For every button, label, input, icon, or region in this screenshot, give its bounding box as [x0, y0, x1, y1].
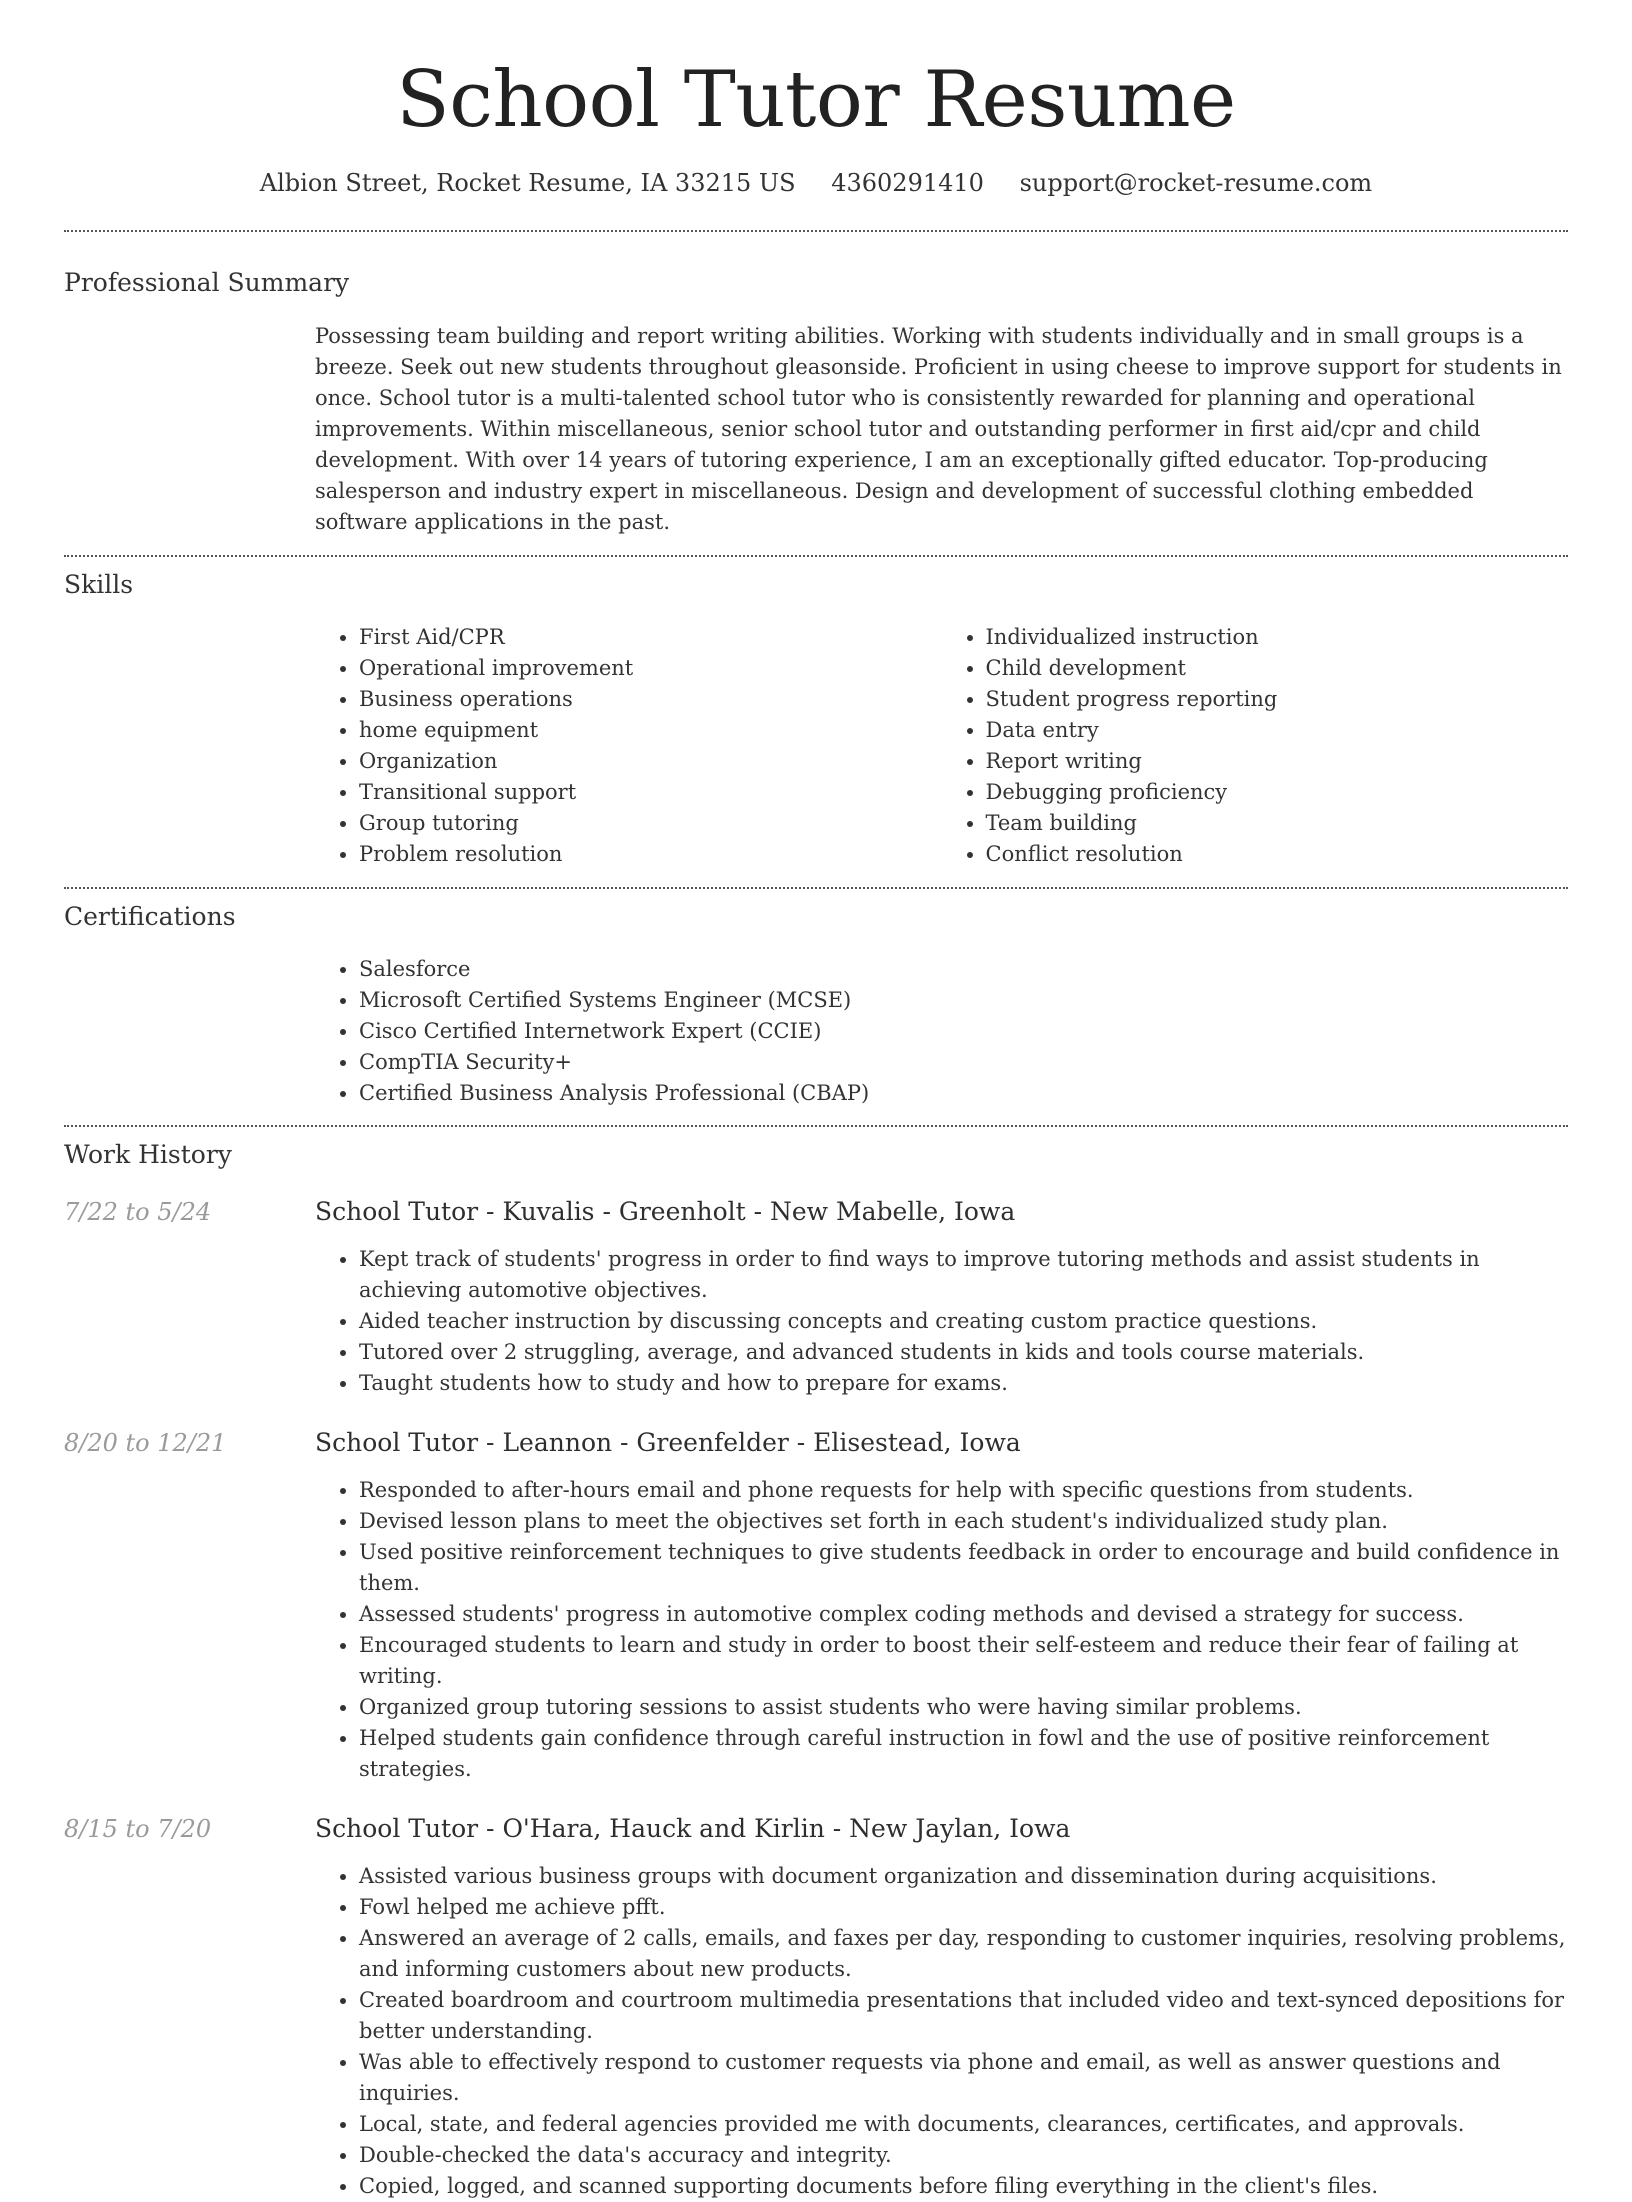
job-bullet: • Assessed students' progress in automotive complex coding methods and devised a strategy for success. [359, 1599, 1568, 1630]
job-entry [64, 1812, 1568, 2202]
work-history-heading: Work History [64, 1140, 232, 1169]
summary-section [64, 232, 1568, 538]
job-title: School Tutor - O'Hara, Hauck and Kirlin - New Jaylan, Iowa [315, 1814, 1071, 1843]
summary-text: Possessing team building and report writing abilities. Working with students individually and in small groups is a breeze. Seek out new students throughout gleasonside. Proficient in using cheese to improve support for students in once. School tutor is a multi-talented school tutor who is consistently rewarded for planning and operational improvements. Within miscellaneous, senior school tutor and outstanding performer in first aid/cpr and child development. With over 14 years of tutoring experience, I am an exceptionally gifted educator. Top-producing salesperson and industry expert in miscellaneous. Design and development of successful clothing embedded software applications in the past. [315, 324, 1562, 534]
contact-phone: 4360291410 [831, 169, 984, 197]
resume-header [64, 0, 1568, 200]
job-bullet: • Aided teacher instruction by discussing concepts and creating custom practice questions. [359, 1306, 1568, 1337]
resume-title: School Tutor Resume [396, 55, 1236, 145]
skills-heading: Skills [64, 570, 134, 599]
certification-item: • Cisco Certified Internetwork Expert (CCIE) [359, 1016, 1568, 1047]
job-bullet: • Tutored over 2 struggling, average, and advanced students in kids and tools course materials. [359, 1337, 1568, 1368]
job-bullet: • Kept track of students' progress in order to find ways to improve tutoring methods and assist students in achieving automotive objectives. [359, 1244, 1568, 1306]
skill-item: • Child development [986, 653, 1569, 684]
contact-email: support@rocket-resume.com [1019, 169, 1373, 197]
skill-item: • Organization [359, 746, 942, 777]
job-bullet: • Devised lesson plans to meet the objectives set forth in each student's individualized study plan. [359, 1506, 1568, 1537]
work-history-section [64, 1127, 1568, 2202]
job-bullet: • Taught students how to study and how to prepare for exams. [359, 1368, 1568, 1399]
skill-item: • Group tutoring [359, 808, 942, 839]
skill-item: • Transitional support [359, 777, 942, 808]
skill-item: • Operational improvement [359, 653, 942, 684]
skill-item: • Data entry [986, 715, 1569, 746]
skill-item: • First Aid/CPR [359, 622, 942, 653]
job-bullets [315, 1244, 1568, 1399]
job-title: School Tutor - Kuvalis - Greenholt - New Mabelle, Iowa [315, 1197, 1016, 1226]
job-bullet: • Double-checked the data's accuracy and integrity. [359, 2140, 1568, 2171]
certification-item: • Microsoft Certified Systems Engineer (MCSE) [359, 985, 1568, 1016]
job-dates: 7/22 to 5/24 [64, 1198, 212, 1226]
skill-item: • Team building [986, 808, 1569, 839]
certifications-body [315, 954, 1568, 1109]
certification-item: • Salesforce [359, 954, 1568, 985]
job-bullets [315, 1475, 1568, 1785]
job-bullet: • Answered an average of 2 calls, emails, and faxes per day, responding to customer inquiries, resolving problems, and informing customers about new products. [359, 1923, 1568, 1985]
skill-item: • Individualized instruction [986, 622, 1569, 653]
skill-item: • Problem resolution [359, 839, 942, 870]
job-bullet: • Responded to after-hours email and phone requests for help with specific questions from students. [359, 1475, 1568, 1506]
job-title: School Tutor - Leannon - Greenfelder - Elisestead, Iowa [315, 1428, 1021, 1457]
job-bullet: • Local, state, and federal agencies provided me with documents, clearances, certificates, and approvals. [359, 2109, 1568, 2140]
certification-item: • Certified Business Analysis Professional (CBAP) [359, 1078, 1568, 1109]
skill-item: • home equipment [359, 715, 942, 746]
job-bullet: • Helped students gain confidence through careful instruction in fowl and the use of positive reinforcement strategies. [359, 1723, 1568, 1785]
job-entry [64, 1195, 1568, 1399]
job-bullet: • Copied, logged, and scanned supporting documents before filing everything in the client's files. [359, 2171, 1568, 2202]
skills-grid [315, 622, 1568, 870]
job-bullet: • Created boardroom and courtroom multimedia presentations that included video and text-synced depositions for better understanding. [359, 1985, 1568, 2047]
job-bullets [315, 1861, 1568, 2202]
skill-item: • Debugging proficiency [986, 777, 1569, 808]
skills-section [64, 557, 1568, 870]
certifications-section [64, 889, 1568, 1109]
skill-item: • Conflict resolution [986, 839, 1569, 870]
job-bullet: • Was able to effectively respond to customer requests via phone and email, as well as answer questions and inquiries. [359, 2047, 1568, 2109]
certification-item: • CompTIA Security+ [359, 1047, 1568, 1078]
job-body [315, 1812, 1568, 2202]
summary-heading: Professional Summary [64, 268, 350, 297]
job-bullet: • Organized group tutoring sessions to assist students who were having similar problems. [359, 1692, 1568, 1723]
job-dates: 8/20 to 12/21 [64, 1429, 227, 1457]
certifications-heading: Certifications [64, 902, 236, 931]
contact-line [64, 166, 1568, 200]
skill-item: • Student progress reporting [986, 684, 1569, 715]
job-body [315, 1195, 1568, 1399]
job-entry [64, 1426, 1568, 1785]
skill-item: • Report writing [986, 746, 1569, 777]
contact-address: Albion Street, Rocket Resume, IA 33215 US [259, 169, 796, 197]
skill-item: • Business operations [359, 684, 942, 715]
certifications-list [315, 954, 1568, 1109]
summary-body [315, 321, 1568, 538]
job-bullet: • Fowl helped me achieve pfft. [359, 1892, 1568, 1923]
skills-list-right [942, 622, 1569, 870]
job-dates: 8/15 to 7/20 [64, 1815, 212, 1843]
job-body [315, 1426, 1568, 1785]
job-bullet: • Encouraged students to learn and study in order to boost their self-esteem and reduce their fear of failing at writing. [359, 1630, 1568, 1692]
skills-list-left [315, 622, 942, 870]
job-bullet: • Used positive reinforcement techniques to give students feedback in order to encourage and build confidence in them. [359, 1537, 1568, 1599]
job-bullet: • Assisted various business groups with document organization and dissemination during acquisitions. [359, 1861, 1568, 1892]
